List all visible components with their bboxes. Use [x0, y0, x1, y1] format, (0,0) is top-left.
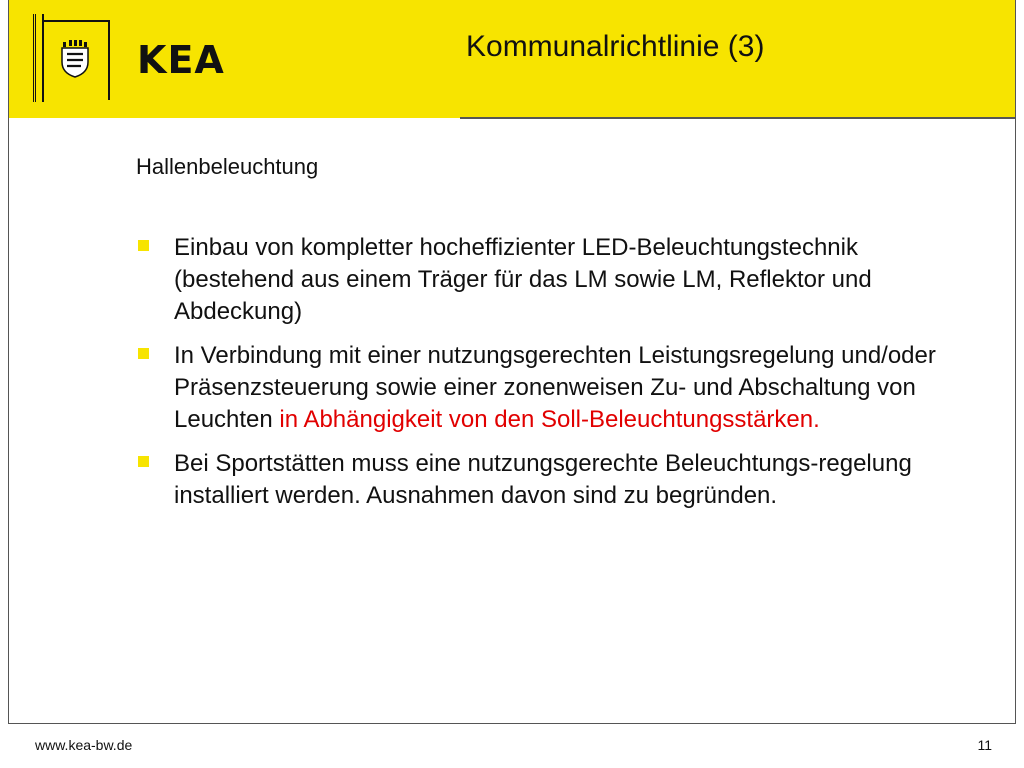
list-item: [136, 448, 956, 512]
section-heading: Hallenbeleuchtung: [136, 154, 319, 179]
logo-line: [108, 20, 110, 100]
square-bullet-icon: [138, 240, 149, 251]
list-item: [136, 340, 956, 436]
bullet-text: Einbau von kompletter hocheffizienter LED-Beleuchtungstechnik (bestehend aus einem Träger für das LM sowie LM, Reflektor und Abdeckung): [174, 234, 872, 325]
square-bullet-icon: [138, 456, 149, 467]
bullet-text: In Verbindung mit einer nutzungsgerechten Leistungsregelung und/oder Präsenzsteuerung sowie einer zonenweisen Zu- und Abschaltung von Leuchten: [174, 342, 936, 433]
coat-of-arms-icon: [60, 40, 90, 78]
page-number: 11: [977, 737, 992, 753]
logo-line: [42, 20, 110, 22]
bullet-text: Bei Sportstätten muss eine nutzungsgerechte Beleuchtungs-regelung installiert werden. Ausnahmen davon sind zu begründen.: [174, 450, 912, 509]
square-bullet-icon: [138, 348, 149, 359]
brand-logo: KEA: [137, 38, 225, 82]
divider: [460, 117, 1016, 119]
page-title: Kommunalrichtlinie (3): [466, 30, 765, 63]
bullet-highlight: in Abhängigkeit von den Soll-Beleuchtungsstärken.: [279, 406, 820, 433]
footer-url: www.kea-bw.de: [35, 737, 133, 753]
list-item: [136, 232, 956, 328]
bullet-list: [136, 232, 956, 524]
logo-line: [42, 14, 44, 102]
